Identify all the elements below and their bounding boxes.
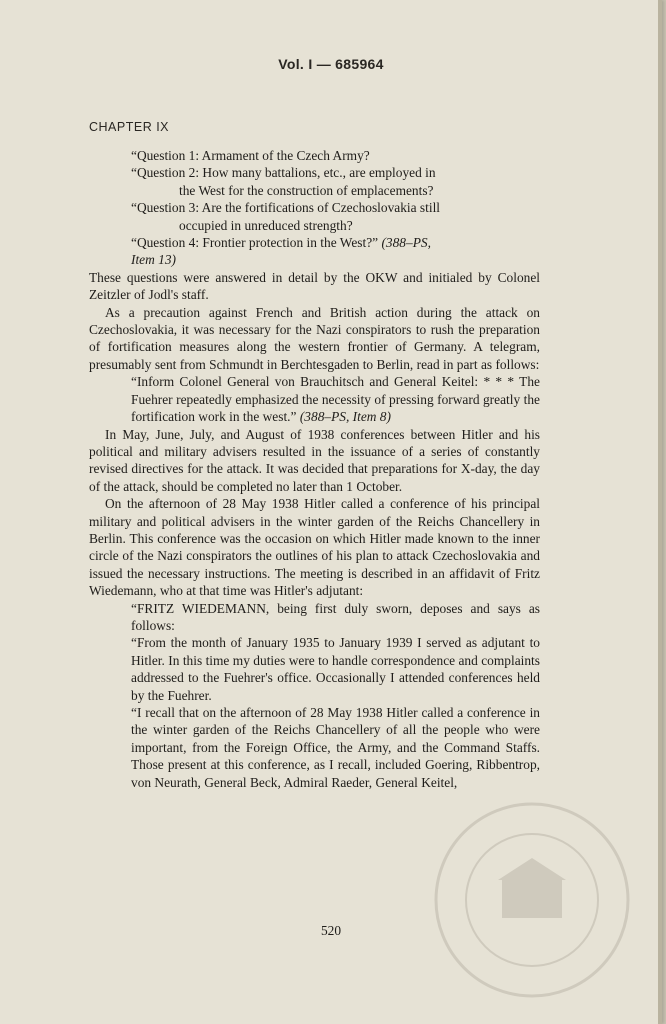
question-2 — [89, 164, 540, 199]
question-3-continuation: occupied in unreduced strength? — [179, 217, 353, 233]
question-4-citation: (388–PS, — [381, 235, 431, 251]
question-3-text: “Question 3: Are the fortifications of Czechoslovakia still — [131, 200, 441, 216]
quote-telegram-citation: (388–PS, Item 8) — [299, 409, 391, 425]
quote-affidavit-conference: “I recall that on the afternoon of 28 May 1938 Hitler called a conference in the winter garden of the Reichs Chancellery of all the people who were important, from the Foreign Office, the Army, and the Command Staffs. Those present at this conference, as I recall, included Goering, Ribbentrop, von Neurath, General Beck, Admiral Raeder, General Keitel, — [131, 705, 540, 790]
question-4-text: “Question 4: Frontier protection in the West?” — [131, 235, 379, 251]
question-4 — [89, 234, 540, 269]
quote-affidavit-heading: “FRITZ WIEDEMANN, being first duly sworn, deposes and says as follows: — [131, 600, 540, 633]
paragraph-28-may: On the afternoon of 28 May 1938 Hitler called a conference of his principal military and political advisers in the winter garden of the Reichs Chancellery in Berlin. This conference was the occasion on which Hitler made known to the inner circle of the Nazi conspirators the outlines of his plan to attack Czechoslovakia and issued the necessary instructions. The meeting is described in an affidavit of Fritz Wiedemann, who at that time was Hitler's adjutant: — [89, 496, 540, 599]
question-1 — [89, 147, 540, 164]
question-2-text: “Question 2: How many battalions, etc., are employed in — [131, 165, 436, 181]
page-edge — [658, 0, 662, 1024]
question-2-continuation: the West for the construction of emplacements? — [179, 182, 434, 198]
question-3 — [89, 199, 540, 234]
quote-telegram-text: “Inform Colonel General von Brauchitsch and General Keitel: * * * The Fuehrer repeatedly emphasized the necessity of pressing forward greatly the fortification work in the west.” — [131, 374, 540, 425]
quote-affidavit-service: “From the month of January 1935 to January 1939 I served as adjutant to Hitler. In this time my duties were to handle correspondence and complaints addressed to the Fuehrer's office. Occasionally I attended conferences held by the Fuehrer. — [131, 635, 540, 703]
body-text — [89, 147, 540, 791]
question-4-citation-cont: Item 13) — [131, 252, 176, 268]
quote-telegram — [89, 373, 540, 425]
paragraph-questions-answered: These questions were answered in detail by the OKW and initialed by Colonel Zeitzler of Jodl's staff. — [89, 269, 540, 303]
paragraph-precaution: As a precaution against French and British action during the attack on Czechoslovakia, it was necessary for the Nazi conspirators to rush the preparation of fortification measures along the western frontier of Germany. A telegram, presumably sent from Schmundt in Berchtesgaden to Berlin, read in part as follows: — [89, 304, 540, 372]
question-1-text: “Question 1: Armament of the Czech Army? — [131, 148, 370, 163]
page-number: 520 — [320, 923, 342, 938]
paragraph-conferences: In May, June, July, and August of 1938 conferences between Hitler and his political and military advisers resulted in the issuance of a series of constantly revised directives for the attack. It was decided that preparations for X-day, the day of the attack, should be completed no later than 1 October. — [89, 426, 540, 494]
running-head: Vol. I — 685964 — [278, 56, 384, 72]
library-seal-watermark — [432, 800, 632, 1000]
chapter-label: CHAPTER IX — [89, 120, 170, 134]
